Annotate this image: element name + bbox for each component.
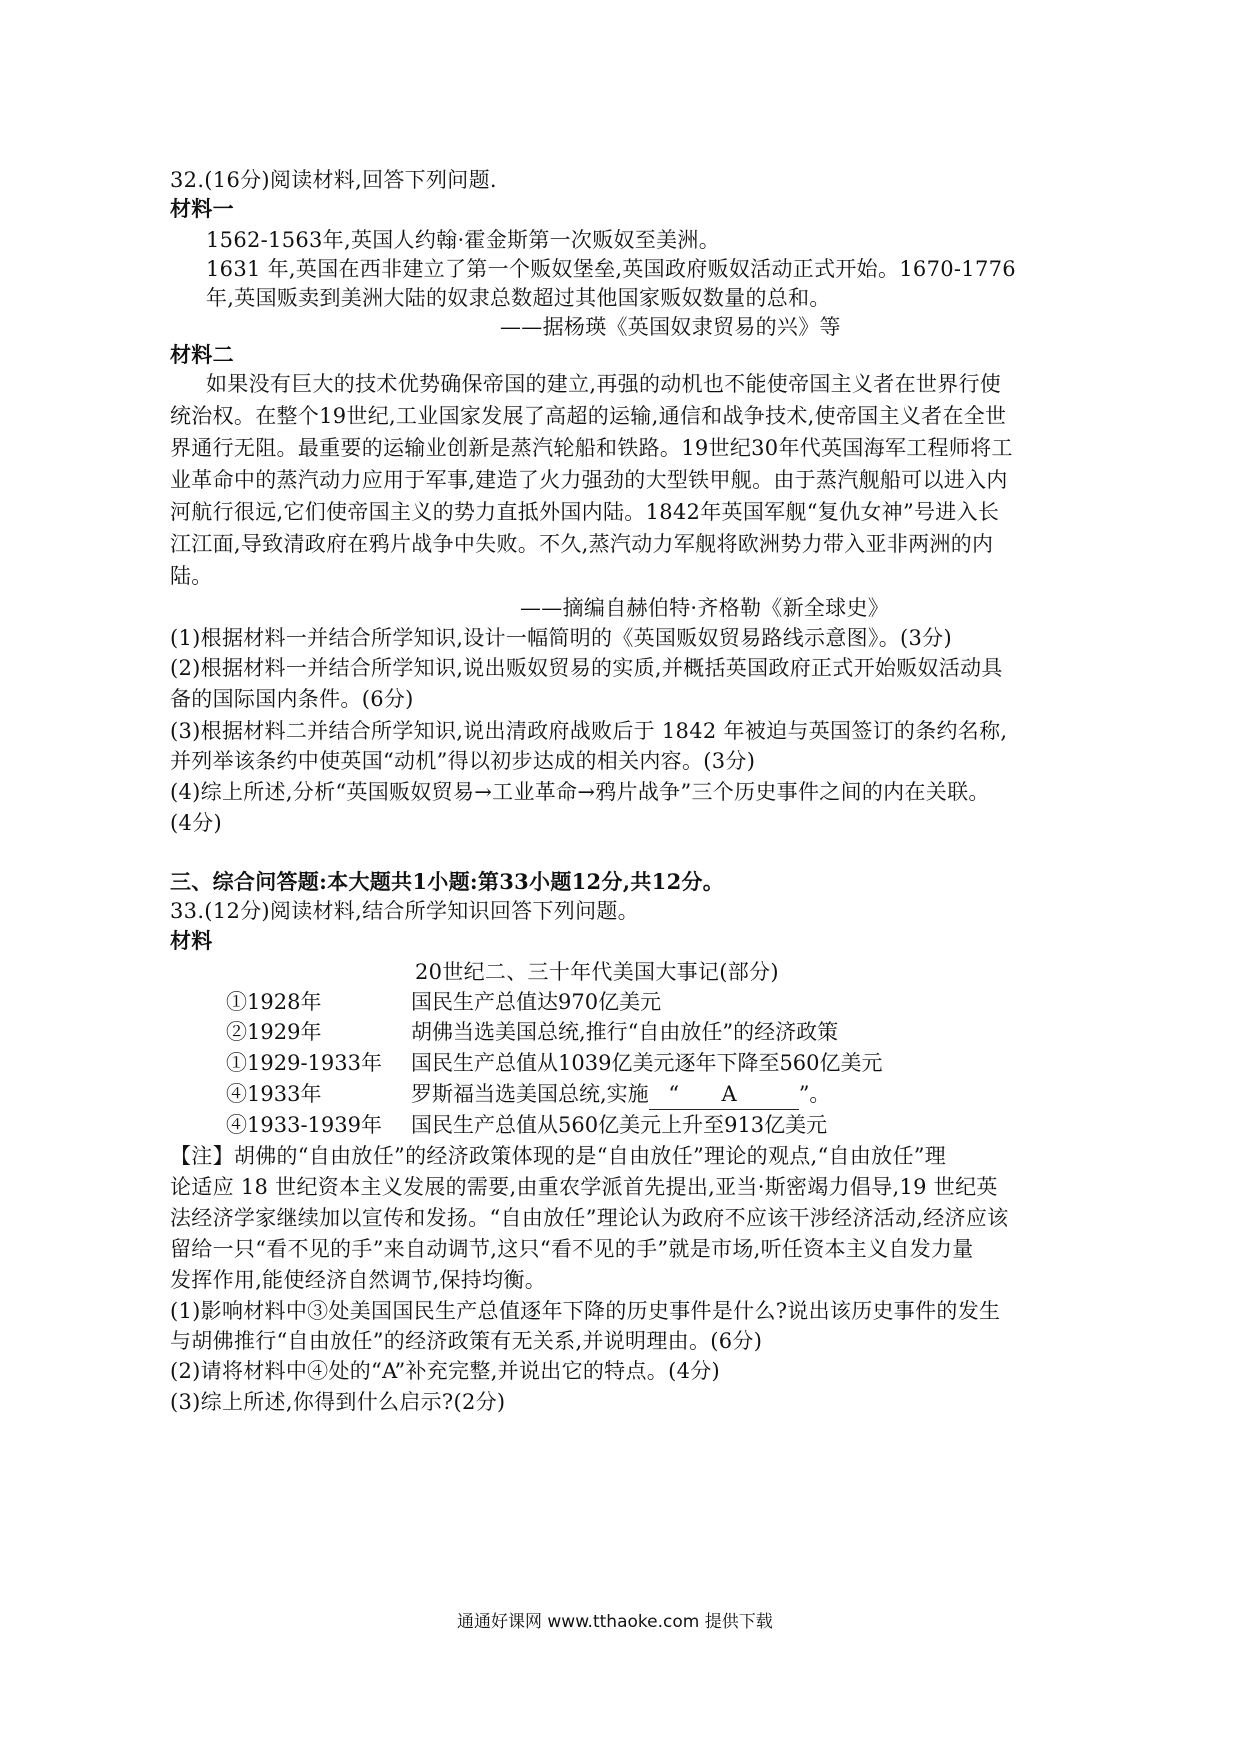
blank-close-quote: ”。 bbox=[798, 1082, 831, 1106]
q33-row-year: ①1928年 bbox=[226, 990, 322, 1014]
q32-material2-title: 材料二 bbox=[170, 342, 234, 367]
q33-note-line: 留给一只“看不见的手”来自动调节,这只“看不见的手”就是市场,听任资本主义自发力量 bbox=[170, 1237, 974, 1261]
q33-note-line: 法经济学家继续加以宣传和发扬。“自由放任”理论认为政府不应该干涉经济活动,经济应该 bbox=[170, 1206, 1009, 1230]
q32-material1-line3: 年,英国贩卖到美洲大陆的奴隶总数超过其他国家贩奴数量的总和。 bbox=[206, 286, 831, 310]
q33-question: (3)综上所述,你得到什么启示?(2分) bbox=[170, 1390, 506, 1414]
q32-material1-line1: 1562-1563年,英国人约翰·霍金斯第一次贩奴至美洲。 bbox=[206, 228, 721, 252]
q32-material2-source: ——摘编自赫伯特·齐格勒《新全球史》 bbox=[520, 596, 890, 620]
q32-question: (3)根据材料二并结合所学知识,说出清政府战败后于 1842 年被迫与英国签订的条约名称, bbox=[170, 719, 1008, 743]
q32-material1-line2: 1631 年,英国在西非建立了第一个贩奴堡垒,英国政府贩奴活动正式开始。1670-1776 bbox=[206, 257, 1016, 281]
page-footer: 通通好课网 www.tthaoke.com 提供下载 bbox=[457, 1612, 773, 1632]
section3-heading: 三、综合问答题:本大题共1小题:第33小题12分,共12分。 bbox=[170, 869, 725, 894]
q33-heading: 33.(12分)阅读材料,结合所学知识回答下列问题。 bbox=[170, 899, 639, 923]
q32-material2-line: 江江面,导致清政府在鸦片战争中失败。不久,蒸汽动力军舰将欧洲势力带入亚非两洲的内 bbox=[170, 532, 994, 556]
q32-material2-line: 陆。 bbox=[170, 564, 213, 588]
q33-note-line: 论适应 18 世纪资本主义发展的需要,由重农学派首先提出,亚当·斯密竭力倡导,19 世纪英 bbox=[170, 1175, 998, 1199]
q33-row-year: ①1929-1933年 bbox=[226, 1051, 382, 1075]
q33-note-line: 【注】胡佛的“自由放任”的经济政策体现的是“自由放任”理论的观点,“自由放任”理 bbox=[170, 1144, 947, 1168]
q32-question: (1)根据材料一并结合所学知识,设计一幅简明的《英国贩奴贸易路线示意图》。(3分) bbox=[170, 626, 952, 650]
q32-material2-line: 如果没有巨大的技术优势确保帝国的建立,再强的动机也不能使帝国主义者在世界行使 bbox=[206, 372, 1002, 396]
q33-row-event: 国民生产总值从560亿美元上升至913亿美元 bbox=[411, 1113, 828, 1137]
q32-question: (2)根据材料一并结合所学知识,说出贩奴贸易的实质,并概括英国政府正式开始贩奴活动具 bbox=[170, 656, 1003, 680]
q33-row-year: ②1929年 bbox=[226, 1020, 322, 1044]
q33-question: (1)影响材料中③处美国国民生产总值逐年下降的历史事件是什么?说出该历史事件的发生 bbox=[170, 1299, 1001, 1323]
q32-question: (4)综上所述,分析“英国贩奴贸易→工业革命→鸦片战争”三个历史事件之间的内在关联。 bbox=[170, 780, 990, 804]
q33-row-year: ④1933-1939年 bbox=[226, 1113, 382, 1137]
q33-row-event: 国民生产总值从1039亿美元逐年下降至560亿美元 bbox=[411, 1051, 883, 1075]
q32-material2-line: 界通行无阻。最重要的运输业创新是蒸汽轮船和铁路。19世纪30年代英国海军工程师将工 bbox=[170, 436, 1013, 460]
q32-question: 并列举该条约中使英国“动机”得以初步达成的相关内容。(3分) bbox=[170, 749, 756, 773]
q32-question: (4分) bbox=[170, 811, 222, 835]
q33-row-event: 胡佛当选美国总统,推行“自由放任”的经济政策 bbox=[411, 1020, 839, 1044]
blank-letter: A bbox=[721, 1082, 737, 1106]
q32-material2-line: 河航行很远,它们使帝国主义的势力直抵外国内陆。1842年英国军舰“复仇女神”号进入长 bbox=[170, 500, 1000, 524]
q33-note-line: 发挥作用,能使经济自然调节,保持均衡。 bbox=[170, 1268, 547, 1292]
q33-question: (2)请将材料中④处的“A”补充完整,并说出它的特点。(4分) bbox=[170, 1359, 721, 1383]
q32-question: 备的国际国内条件。(6分) bbox=[170, 687, 414, 711]
fill-blank-a bbox=[649, 1079, 799, 1110]
q33-row-year: ④1933年 bbox=[226, 1082, 322, 1106]
q33-material-title: 材料 bbox=[170, 928, 213, 953]
blank-open-quote: “ bbox=[668, 1082, 680, 1106]
q32-heading: 32.(16分)阅读材料,回答下列问题. bbox=[170, 168, 497, 192]
q33-table-title: 20世纪二、三十年代美国大事记(部分) bbox=[415, 960, 779, 984]
q33-row-event: 罗斯福当选美国总统,实施 bbox=[411, 1082, 649, 1106]
q33-row-event: 国民生产总值达970亿美元 bbox=[411, 990, 662, 1014]
q33-row-event-with-blank bbox=[411, 1079, 830, 1110]
q32-material2-line: 业革命中的蒸汽动力应用于军事,建造了火力强劲的大型铁甲舰。由于蒸汽舰船可以进入内 bbox=[170, 468, 1008, 492]
q32-material1-source: ——据杨瑛《英国奴隶贸易的兴》等 bbox=[500, 315, 841, 339]
q33-question: 与胡佛推行“自由放任”的经济政策有无关系,并说明理由。(6分) bbox=[170, 1329, 763, 1353]
q32-material1-title: 材料一 bbox=[170, 196, 234, 221]
q32-material2-line: 统治权。在整个19世纪,工业国家发展了高超的运输,通信和战争技术,使帝国主义者在全世 bbox=[170, 404, 1007, 428]
